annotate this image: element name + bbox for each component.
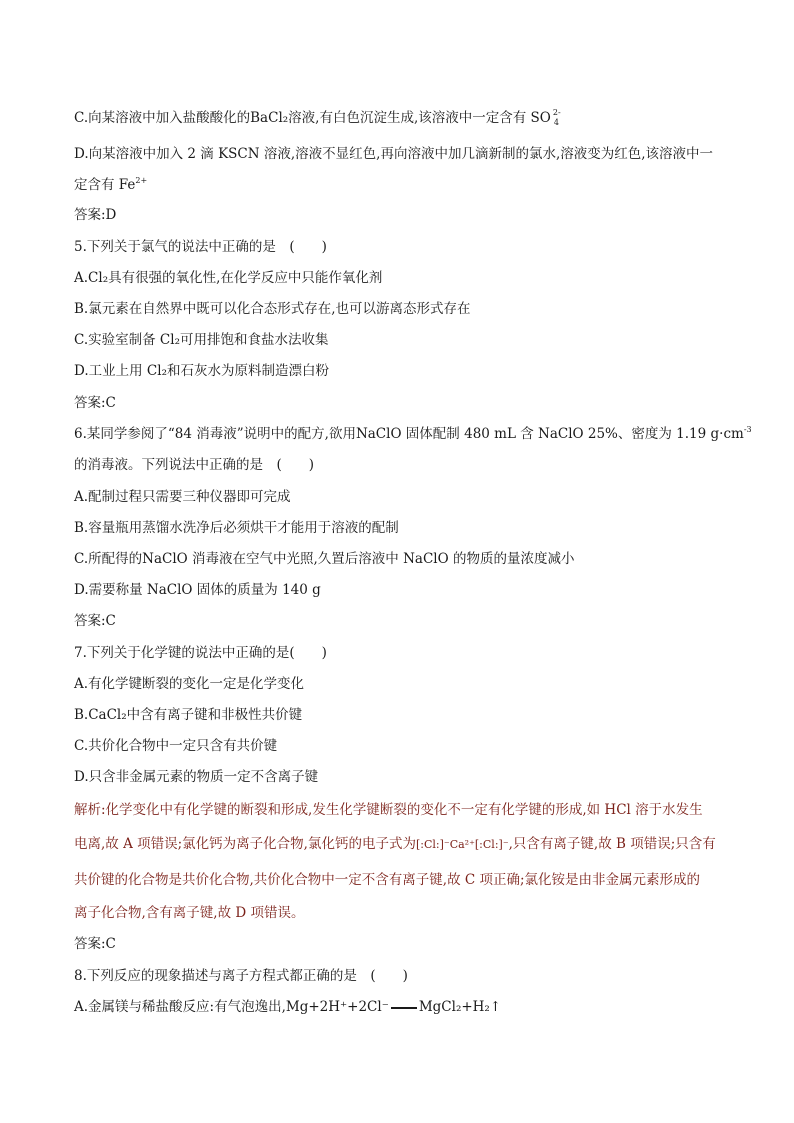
q8-option-a bbox=[74, 997, 754, 1017]
q4-option-d-line1 bbox=[74, 144, 754, 164]
q7-option-d: D.只含非金属元素的物质一定不含离子键 bbox=[74, 769, 319, 785]
q7-explanation-line4: 离子化合物,含有离子键,故 D 项错误。 bbox=[74, 905, 305, 921]
q5-option-a: A.Cl₂具有很强的氧化性,在化学反应中只能作氧化剂 bbox=[74, 270, 383, 286]
answer-5: 答案:C bbox=[74, 395, 116, 411]
q4-option-c: C.向某溶液中加入盐酸酸化的BaCl₂溶液,有白色沉淀生成,该溶液中一定含有 SO 2- 4 bbox=[74, 107, 561, 127]
reaction-equals-sign bbox=[391, 1007, 417, 1009]
q8-stem: 8.下列反应的现象描述与离子方程式都正确的是 ( ) bbox=[74, 968, 408, 984]
q7-explanation-line1: 解析:化学变化中有化学键的断裂和形成,发生化学键断裂的变化不一定有化学键的形成,如 HCl 溶于水发生 bbox=[74, 802, 703, 818]
q7-explanation-line3: 共价键的化合物是共价化合物,共价化合物中一定不含有离子键,故 C 项正确;氯化铵是由非金属元素形成的 bbox=[74, 872, 701, 888]
explanation-text: ,只含有离子键,故 B 项错误;只含有 bbox=[508, 836, 716, 852]
q7-option-b: B.CaCl₂中含有离子键和非极性共价键 bbox=[74, 707, 303, 723]
q6-option-d: D.需要称量 NaClO 固体的质量为 140 g bbox=[74, 582, 321, 598]
q5-option-d: D.工业上用 Cl₂和石灰水为原料制造漂白粉 bbox=[74, 363, 329, 379]
q4-option-d-line2 bbox=[74, 175, 754, 197]
ion-charge: 2+ bbox=[135, 176, 148, 185]
q7-explanation-line2 bbox=[74, 834, 754, 855]
q7-stem: 7.下列关于化学键的说法中正确的是( ) bbox=[74, 645, 327, 661]
q6-option-b: B.容量瓶用蒸馏水洗净后必须烘干才能用于溶液的配制 bbox=[74, 520, 399, 536]
q6-option-a: A.配制过程只需要三种仪器即可完成 bbox=[74, 489, 291, 505]
option-text: C.向某溶液中加入盐酸酸化的BaCl₂溶液,有白色沉淀生成,该溶液中一定含有 SO bbox=[74, 110, 551, 126]
option-text: 定含有 Fe bbox=[74, 177, 136, 193]
equation-right: MgCl₂+H₂↑ bbox=[418, 999, 502, 1015]
answer-4: 答案:D bbox=[74, 207, 117, 223]
q5-option-b: B.氯元素在自然界中既可以化合态形式存在,也可以游离态形式存在 bbox=[74, 301, 471, 317]
q6-stem-line2: 的消毒液。下列说法中正确的是 ( ) bbox=[74, 457, 315, 473]
q5-option-c: C.实验室制备 Cl₂可用排饱和食盐水法收集 bbox=[74, 332, 329, 348]
q5-stem: 5.下列关于氯气的说法中正确的是 ( ) bbox=[74, 239, 327, 255]
explanation-text: 电离,故 A 项错误;氯化钙为离子化合物,氯化钙的电子式为 bbox=[74, 836, 416, 852]
answer-7: 答案:C bbox=[74, 936, 116, 952]
stem-text: 6.某同学参阅了“84 消毒液”说明中的配方,欲用NaClO 固体配制 480 mL 含 NaClO 25%、密度为 1.19 g·cm bbox=[74, 426, 744, 442]
q7-option-a: A.有化学键断裂的变化一定是化学变化 bbox=[74, 676, 305, 692]
unit-exponent: -3 bbox=[743, 425, 752, 434]
electron-formula: [:Cl:]⁻Ca²⁺[:Cl:]⁻ bbox=[415, 838, 509, 851]
answer-6: 答案:C bbox=[74, 613, 116, 629]
q6-stem-line1 bbox=[74, 424, 754, 446]
q6-option-c: C.所配得的NaClO 消毒液在空气中光照,久置后溶液中 NaClO 的物质的量浓度减小 bbox=[74, 551, 575, 567]
equation-left: A.金属镁与稀盐酸反应:有气泡逸出,Mg+2H⁺+2Cl⁻ bbox=[74, 999, 389, 1015]
option-text: D.向某溶液中加入 2 滴 KSCN 溶液,溶液不显红色,再向溶液中加几滴新制的氯水,溶液变为红色,该溶液中一 bbox=[74, 146, 714, 162]
q7-option-c: C.共价化合物中一定只含有共价键 bbox=[74, 738, 278, 754]
